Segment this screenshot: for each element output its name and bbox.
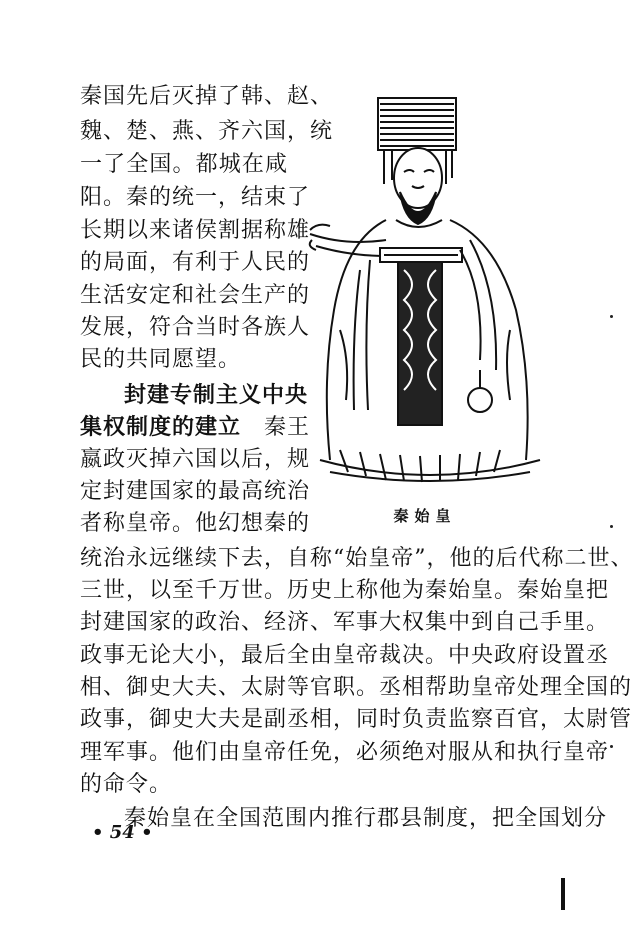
text-line: 秦始皇在全国范围内推行郡县制度，把全国划分 xyxy=(124,806,608,831)
section-heading: 封建专制主义中央 xyxy=(124,382,309,408)
text-line: 统治永远继续下去，自称“始皇帝”，他的后代称二世、 xyxy=(80,546,634,571)
text-line: 生活安定和社会生产的 xyxy=(80,283,311,308)
text-line: 相、御史大夫、太尉等官职。丞相帮助皇帝处理全国的 xyxy=(80,675,633,700)
text-line: 的局面，有利于人民的 xyxy=(80,250,311,275)
scan-edge-mark xyxy=(561,878,565,910)
text-line: 长期以来诸侯割据称雄 xyxy=(80,218,311,243)
text-run: 秦王 xyxy=(264,415,311,440)
text-line: 政事无论大小，最后全由皇帝裁决。中央政府设置丞 xyxy=(80,643,610,668)
text-line: 政事，御史大夫是副丞相，同时负责监察百官，太尉管 xyxy=(80,707,633,732)
scan-speck xyxy=(610,315,613,318)
scan-speck xyxy=(610,745,613,748)
text-line: 三世，以至千万世。历史上称他为秦始皇。秦始皇把 xyxy=(80,578,610,603)
section-heading-continued: 集权制度的建立 xyxy=(80,414,242,440)
text-line: 嬴政灭掉六国以后，规 xyxy=(80,447,311,472)
text-line: 魏、楚、燕、齐六国，统 xyxy=(80,119,334,144)
emperor-portrait-illustration xyxy=(300,80,560,490)
figure-caption: 秦始皇 xyxy=(393,507,457,525)
text-line: 的命令。 xyxy=(80,772,173,797)
text-line: 民的共同愿望。 xyxy=(80,347,242,372)
scan-speck xyxy=(610,525,613,528)
text-line: 理军事。他们由皇帝任免，必须绝对服从和执行皇帝 xyxy=(80,740,610,765)
text-line xyxy=(80,414,311,441)
text-line: 秦国先后灭掉了韩、赵、 xyxy=(80,84,334,109)
text-line: 阳。秦的统一，结束了 xyxy=(80,185,311,210)
text-line: 发展，符合当时各族人 xyxy=(80,315,311,340)
text-line: 定封建国家的最高统治 xyxy=(80,479,311,504)
text-line: 一了全国。都城在咸 xyxy=(80,152,288,177)
page-number: • 54 • xyxy=(92,822,153,843)
text-line: 者称皇帝。他幻想秦的 xyxy=(80,511,311,536)
text-line: 封建国家的政治、经济、军事大权集中到自己手里。 xyxy=(80,610,610,635)
